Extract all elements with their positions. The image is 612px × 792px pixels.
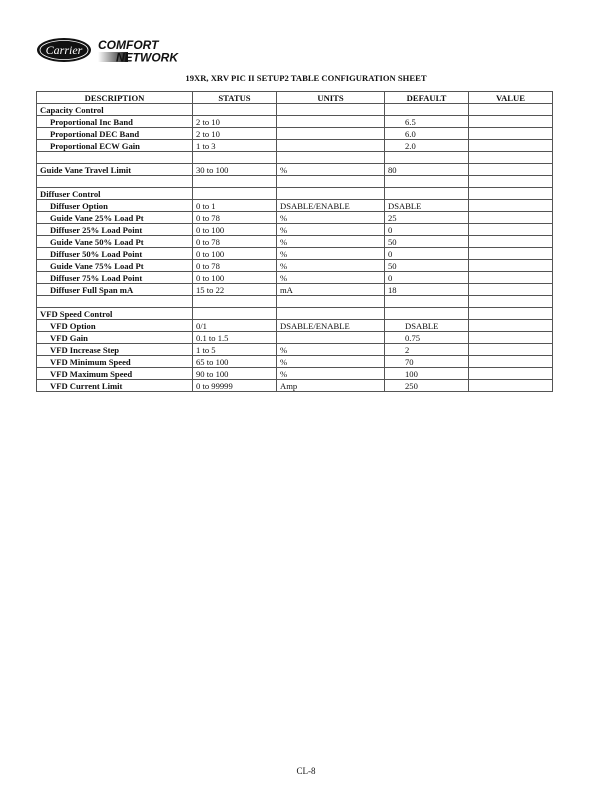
- cell-desc: Diffuser 25% Load Point: [37, 224, 193, 236]
- svg-text:COMFORT: COMFORT: [98, 38, 159, 52]
- cell-desc: VFD Gain: [37, 332, 193, 344]
- cell-value[interactable]: [469, 224, 553, 236]
- cell-desc: Diffuser Option: [37, 200, 193, 212]
- cell-status: [193, 176, 277, 188]
- cell-status: 0 to 78: [193, 236, 277, 248]
- column-header: UNITS: [277, 92, 385, 104]
- cell-value[interactable]: [469, 296, 553, 308]
- cell-units: %: [277, 344, 385, 356]
- cell-units: %: [277, 272, 385, 284]
- table-row: [37, 176, 553, 188]
- table-row: [37, 320, 553, 332]
- column-header: VALUE: [469, 92, 553, 104]
- cell-status: 2 to 10: [193, 116, 277, 128]
- table-row: [37, 104, 553, 116]
- cell-desc: Guide Vane 25% Load Pt: [37, 212, 193, 224]
- cell-units: [277, 176, 385, 188]
- cell-default: 70: [385, 356, 469, 368]
- cell-value[interactable]: [469, 356, 553, 368]
- cell-units: mA: [277, 284, 385, 296]
- cell-desc: Guide Vane 75% Load Pt: [37, 260, 193, 272]
- configuration-table: [36, 91, 553, 392]
- cell-status: [193, 308, 277, 320]
- cell-value[interactable]: [469, 140, 553, 152]
- cell-status: [193, 152, 277, 164]
- table-row: [37, 272, 553, 284]
- table-row: [37, 332, 553, 344]
- cell-units: [277, 104, 385, 116]
- sheet-title: 19XR, XRV PIC II SETUP2 TABLE CONFIGURATION SHEET: [185, 73, 427, 83]
- cell-desc: Capacity Control: [37, 104, 193, 116]
- cell-default: 25: [385, 212, 469, 224]
- cell-value[interactable]: [469, 212, 553, 224]
- cell-units: %: [277, 164, 385, 176]
- table-row: [37, 344, 553, 356]
- cell-default: 0: [385, 272, 469, 284]
- cell-default: [385, 104, 469, 116]
- cell-units: %: [277, 224, 385, 236]
- cell-default: 0.75: [385, 332, 469, 344]
- cell-desc: VFD Increase Step: [37, 344, 193, 356]
- table-row: [37, 200, 553, 212]
- cell-units: %: [277, 248, 385, 260]
- cell-status: 0 to 99999: [193, 380, 277, 392]
- table-row: [37, 284, 553, 296]
- page-number: CL-8: [296, 766, 316, 776]
- cell-default: 6.0: [385, 128, 469, 140]
- cell-desc: [37, 296, 193, 308]
- table-row: [37, 152, 553, 164]
- cell-default: 0: [385, 248, 469, 260]
- table-row: [37, 128, 553, 140]
- cell-value[interactable]: [469, 272, 553, 284]
- cell-default: [385, 152, 469, 164]
- cell-desc: Guide Vane Travel Limit: [37, 164, 193, 176]
- cell-status: 0 to 100: [193, 272, 277, 284]
- cell-value[interactable]: [469, 380, 553, 392]
- cell-units: %: [277, 356, 385, 368]
- table-row: [37, 188, 553, 200]
- table-row: [37, 140, 553, 152]
- cell-status: 65 to 100: [193, 356, 277, 368]
- cell-units: %: [277, 212, 385, 224]
- cell-default: 100: [385, 368, 469, 380]
- cell-default: [385, 188, 469, 200]
- cell-value[interactable]: [469, 176, 553, 188]
- cell-desc: [37, 152, 193, 164]
- cell-status: [193, 188, 277, 200]
- cell-default: 250: [385, 380, 469, 392]
- table-row: [37, 236, 553, 248]
- cell-value[interactable]: [469, 116, 553, 128]
- cell-status: 0 to 100: [193, 248, 277, 260]
- cell-status: 1 to 5: [193, 344, 277, 356]
- cell-default: 0: [385, 224, 469, 236]
- cell-desc: VFD Current Limit: [37, 380, 193, 392]
- cell-value[interactable]: [469, 368, 553, 380]
- cell-desc: VFD Speed Control: [37, 308, 193, 320]
- cell-units: [277, 296, 385, 308]
- table-row: [37, 212, 553, 224]
- cell-default: DSABLE: [385, 320, 469, 332]
- carrier-comfort-network-logo: [36, 36, 206, 66]
- cell-desc: VFD Option: [37, 320, 193, 332]
- cell-units: [277, 140, 385, 152]
- table-row: [37, 368, 553, 380]
- cell-value[interactable]: [469, 320, 553, 332]
- cell-status: 2 to 10: [193, 128, 277, 140]
- table-row: [37, 248, 553, 260]
- cell-default: DSABLE: [385, 200, 469, 212]
- table-row: [37, 380, 553, 392]
- cell-value[interactable]: [469, 260, 553, 272]
- table-header: [37, 92, 553, 104]
- cell-value[interactable]: [469, 236, 553, 248]
- cell-desc: VFD Maximum Speed: [37, 368, 193, 380]
- cell-status: 0 to 78: [193, 212, 277, 224]
- cell-status: 15 to 22: [193, 284, 277, 296]
- cell-default: 50: [385, 236, 469, 248]
- cell-value[interactable]: [469, 164, 553, 176]
- cell-units: %: [277, 236, 385, 248]
- cell-default: 2: [385, 344, 469, 356]
- cell-units: [277, 188, 385, 200]
- cell-units: %: [277, 260, 385, 272]
- cell-default: 50: [385, 260, 469, 272]
- cell-desc: VFD Minimum Speed: [37, 356, 193, 368]
- cell-units: [277, 116, 385, 128]
- cell-value[interactable]: [469, 188, 553, 200]
- cell-desc: Diffuser Full Span mA: [37, 284, 193, 296]
- table-row: [37, 260, 553, 272]
- cell-units: %: [277, 368, 385, 380]
- cell-desc: Diffuser 50% Load Point: [37, 248, 193, 260]
- svg-text:NETWORK: NETWORK: [116, 50, 178, 65]
- cell-status: 0.1 to 1.5: [193, 332, 277, 344]
- cell-status: 1 to 3: [193, 140, 277, 152]
- cell-units: DSABLE/ENABLE: [277, 200, 385, 212]
- cell-units: [277, 128, 385, 140]
- cell-units: [277, 332, 385, 344]
- cell-value[interactable]: [469, 332, 553, 344]
- cell-desc: Proportional Inc Band: [37, 116, 193, 128]
- cell-desc: Diffuser 75% Load Point: [37, 272, 193, 284]
- cell-desc: Diffuser Control: [37, 188, 193, 200]
- cell-default: [385, 176, 469, 188]
- cell-default: 6.5: [385, 116, 469, 128]
- column-header: STATUS: [193, 92, 277, 104]
- cell-value[interactable]: [469, 128, 553, 140]
- cell-value[interactable]: [469, 200, 553, 212]
- cell-default: 2.0: [385, 140, 469, 152]
- cell-units: [277, 152, 385, 164]
- cell-value[interactable]: [469, 308, 553, 320]
- table-row: [37, 296, 553, 308]
- cell-status: [193, 104, 277, 116]
- cell-status: 30 to 100: [193, 164, 277, 176]
- cell-value[interactable]: [469, 152, 553, 164]
- cell-value[interactable]: [469, 284, 553, 296]
- cell-status: 0 to 78: [193, 260, 277, 272]
- cell-status: [193, 296, 277, 308]
- svg-text:Carrier: Carrier: [45, 43, 83, 57]
- cell-value[interactable]: [469, 104, 553, 116]
- cell-desc: [37, 176, 193, 188]
- table-row: [37, 224, 553, 236]
- cell-desc: Proportional DEC Band: [37, 128, 193, 140]
- cell-status: 0 to 100: [193, 224, 277, 236]
- cell-default: [385, 296, 469, 308]
- cell-status: 90 to 100: [193, 368, 277, 380]
- cell-units: [277, 308, 385, 320]
- cell-value[interactable]: [469, 248, 553, 260]
- table-row: [37, 356, 553, 368]
- table-row: [37, 164, 553, 176]
- cell-status: 0/1: [193, 320, 277, 332]
- table-row: [37, 308, 553, 320]
- table-row: [37, 116, 553, 128]
- cell-desc: Guide Vane 50% Load Pt: [37, 236, 193, 248]
- cell-desc: Proportional ECW Gain: [37, 140, 193, 152]
- cell-value[interactable]: [469, 344, 553, 356]
- cell-default: 80: [385, 164, 469, 176]
- cell-units: DSABLE/ENABLE: [277, 320, 385, 332]
- cell-status: 0 to 1: [193, 200, 277, 212]
- cell-default: 18: [385, 284, 469, 296]
- cell-default: [385, 308, 469, 320]
- cell-units: Amp: [277, 380, 385, 392]
- column-header: DESCRIPTION: [37, 92, 193, 104]
- column-header: DEFAULT: [385, 92, 469, 104]
